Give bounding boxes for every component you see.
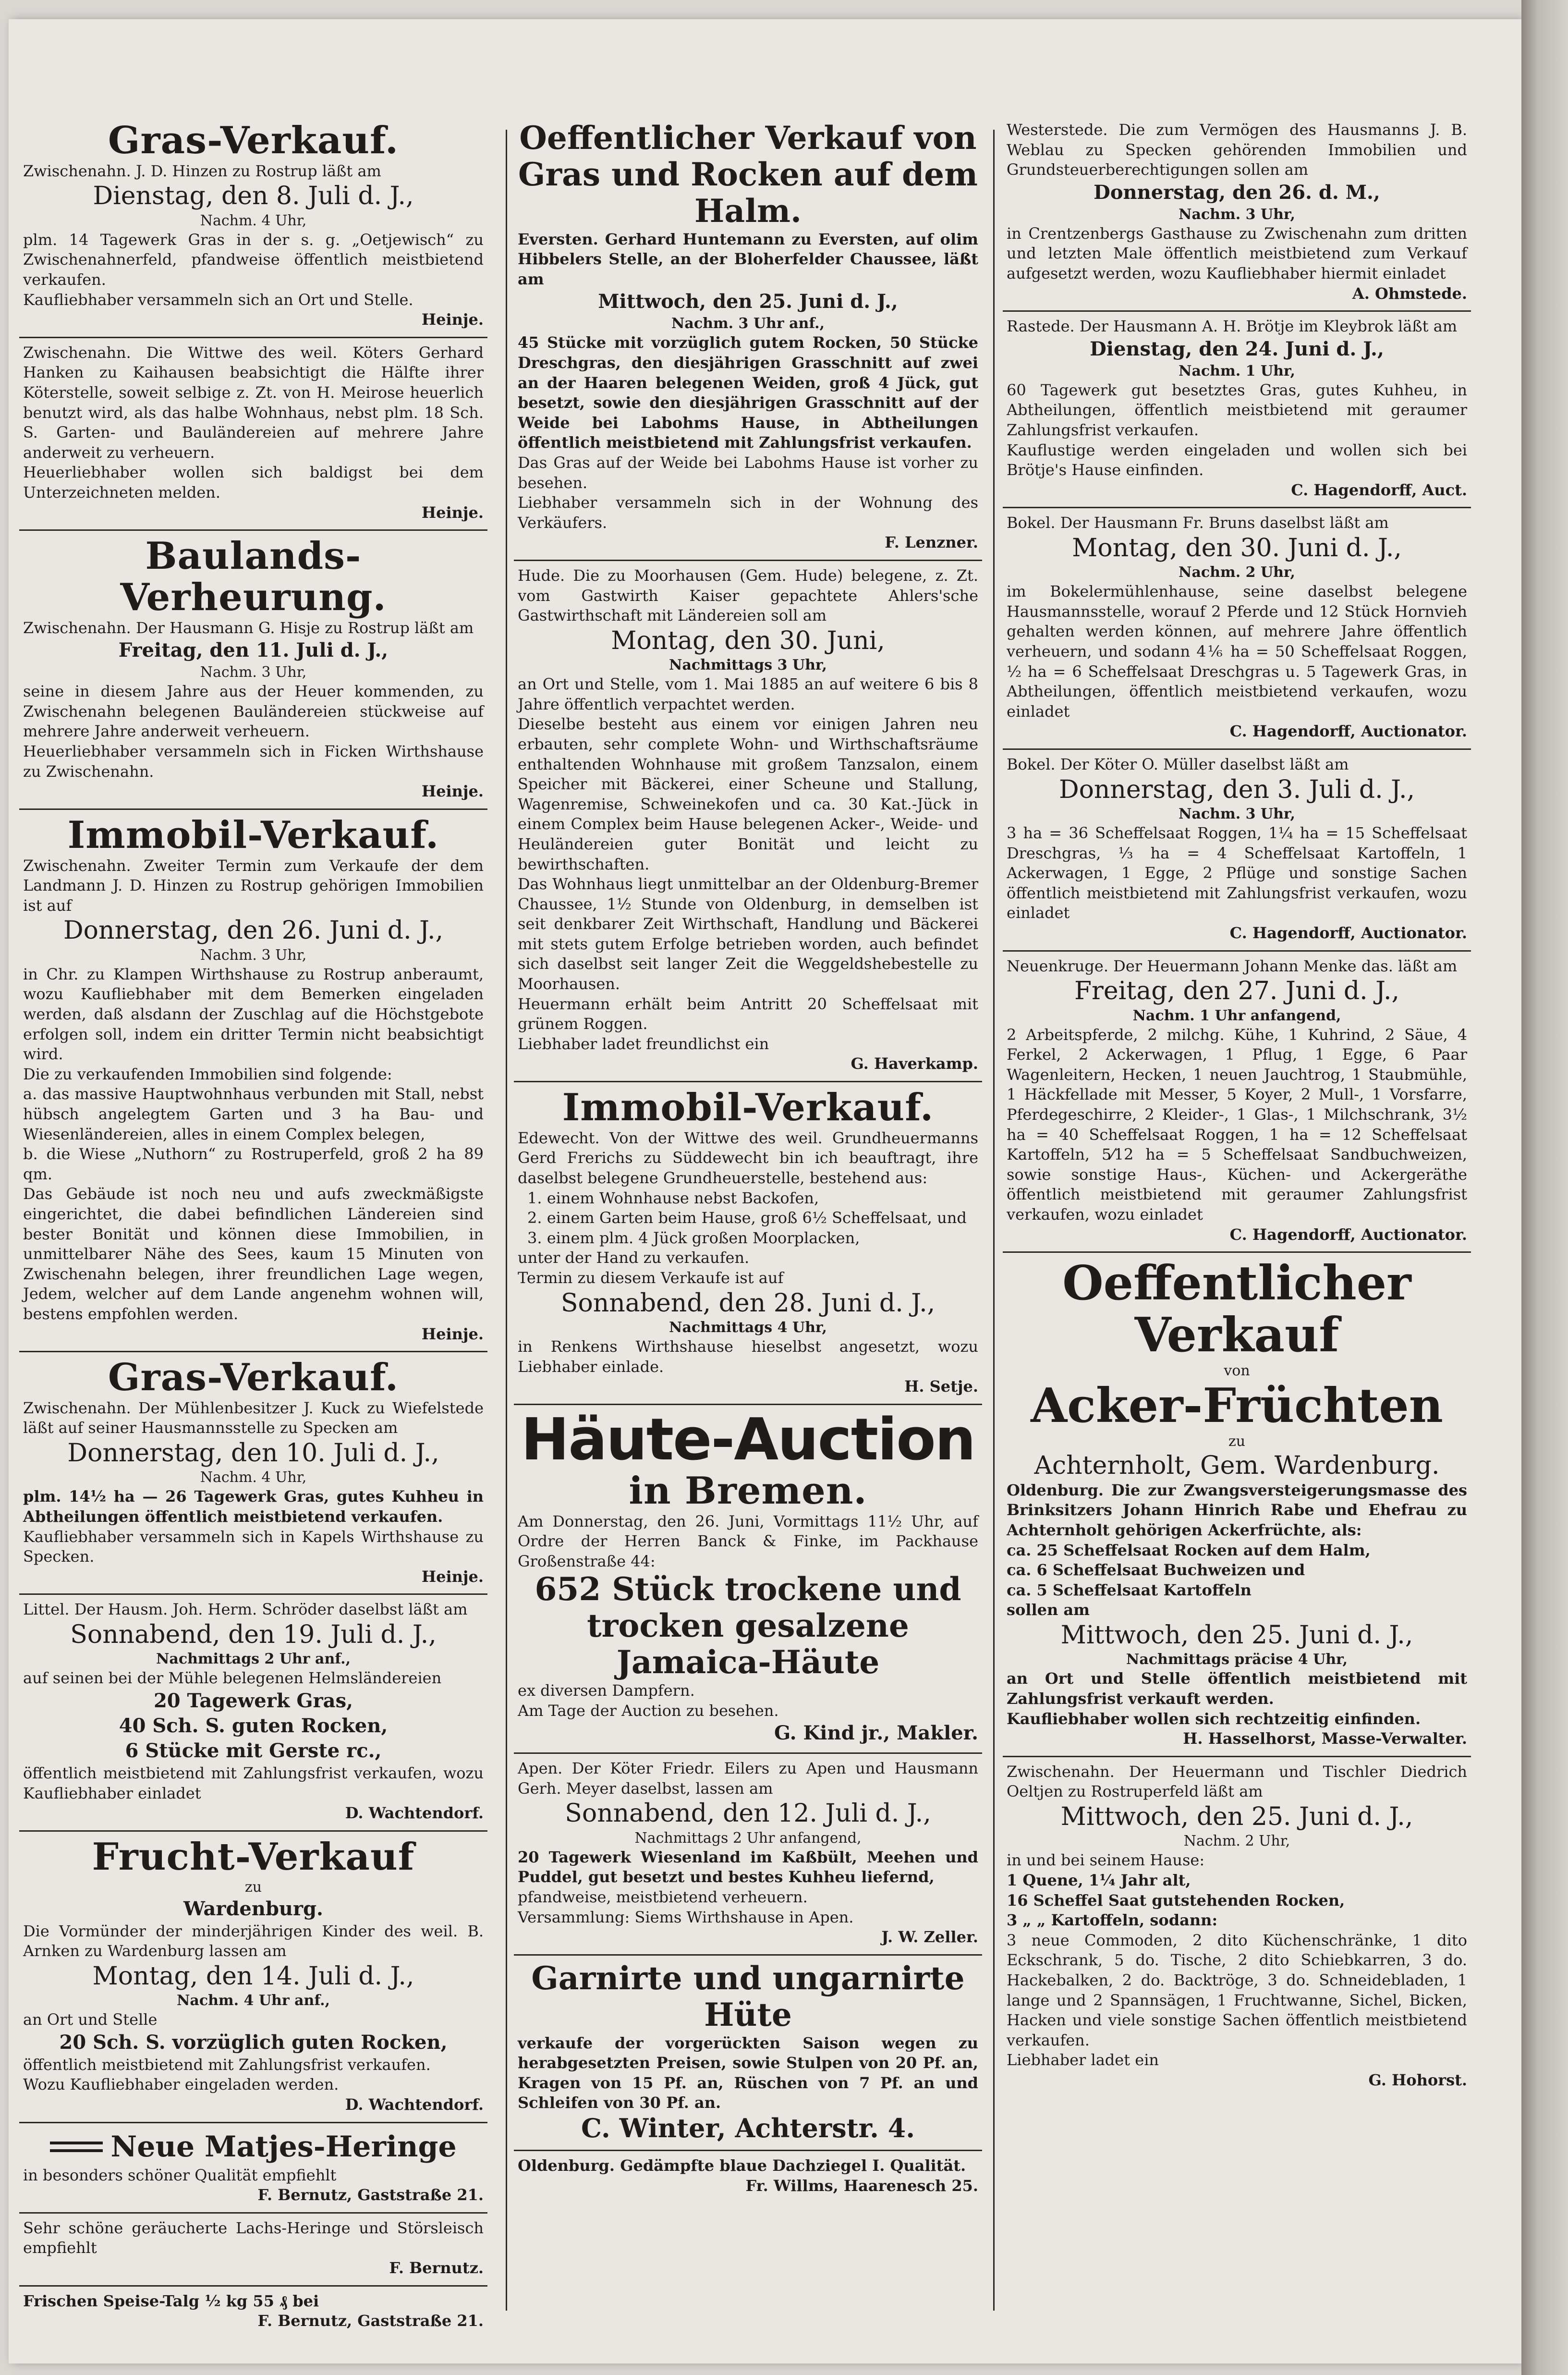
ad-text: Zwischenahn. Der Heuermann und Tischler Diedrich Oeltjen zu Rostruperfeld läßt am <box>1007 1762 1467 1801</box>
ad-text: an Ort und Stelle, vom 1. Mai 1885 an auf weitere 6 bis 8 Jahre öffentlich verpachtet werden. <box>518 675 978 713</box>
ad-text: Liebhaber versammeln sich in der Wohnung des Verkäufers. <box>518 493 978 532</box>
ad-haeute-auction <box>514 1405 982 1754</box>
ad-rastede-broetje <box>1003 312 1471 508</box>
ad-place: in Bremen. <box>629 1469 867 1513</box>
ad-dachziegel <box>514 2151 982 2203</box>
column-2 <box>514 115 982 2330</box>
ad-huete <box>514 1956 982 2151</box>
ad-schroeder <box>19 1595 487 1831</box>
ad-text: Kaufliebhaber versammeln sich in Kapels Wirthshause zu Specken. <box>23 1527 484 1566</box>
ad-text: Neuenkruge. Der Heuermann Johann Menke das. läßt am <box>1007 956 1458 975</box>
ad-title: Neue Matjes-Heringe <box>110 2130 457 2164</box>
ad-title: Baulands-Verheurung. <box>120 534 387 619</box>
ad-text: sollen am <box>1007 1601 1090 1619</box>
ad-item: ca. 25 Scheffelsaat Rocken auf dem Halm, <box>1007 1541 1371 1559</box>
ad-date: Montag, den 14. Juli d. J., <box>92 1961 414 1991</box>
ad-subtitle: von <box>1224 1362 1250 1379</box>
ad-date: Mittwoch, den 25. Juni d. J., <box>598 290 898 313</box>
ad-text: auf seinen bei der Mühle belegenen Helmsländereien <box>23 1669 442 1688</box>
ad-title: Immobil-Verkauf. <box>67 813 439 857</box>
ad-date: Mittwoch, den 25. Juni d. J., <box>1060 1802 1413 1831</box>
ad-westerstede-weblau <box>1003 115 1471 312</box>
ad-matjes-heringe <box>19 2123 487 2214</box>
ad-title: Immobil-Verkauf. <box>562 1086 934 1130</box>
ad-text: plm. 14½ ha — 26 Tagewerk Gras, gutes Kuhheu in Abtheilungen öffentlich meistbietend verkaufen. <box>23 1487 484 1526</box>
ad-text: Das Gebäude ist noch neu und aufs zweckmäßigste eingerichtet, die dabei befindlichen Ländereien sind bester Bonität und können diese Immobilien, in unmittelbarer Nähe des Sees, kaum 15 Minuten von Zwischenahn belegen, ihrer freundlichen Lage wegen, Jedem, welcher auf dem Lande angenehm wohnen will, bestens empfohlen werden. <box>23 1185 484 1323</box>
ad-signature: F. Lenzner. <box>885 533 978 552</box>
newspaper-page <box>9 19 1521 2363</box>
ad-time: Nachmittags präcise 4 Uhr, <box>1126 1651 1348 1668</box>
ad-text: in Chr. zu Klampen Wirthshause zu Rostrup anberaumt, wozu Kaufliebhaber mit dem Bemerken eingeladen werden, daß alsdann der Zuschlag auf die Höchstgebote erfolgen soll, indem ein dritter Termin nicht beabsichtigt wird. <box>23 965 484 1064</box>
ad-signature: F. Bernutz. <box>389 2258 484 2277</box>
ad-item: ca. 6 Scheffelsaat Buchweizen und <box>1007 1561 1305 1579</box>
ad-signature: F. Bernutz, Gaststraße 21. <box>257 2312 484 2330</box>
ad-signature: H. Setje. <box>904 1377 978 1396</box>
ad-date: Donnerstag, den 10. Juli d. J., <box>67 1439 439 1468</box>
ad-time: Nachm. 2 Uhr, <box>1183 1833 1290 1850</box>
ad-frucht-verkauf <box>19 1832 487 2123</box>
ad-text: in besonders schöner Qualität empfiehlt <box>23 2166 337 2184</box>
ad-signature: G. Kind jr., Makler. <box>774 1722 978 1745</box>
ad-oeltjen <box>1003 1757 1471 2097</box>
ad-item: 16 Scheffel Saat gutstehenden Rocken, <box>1007 1891 1345 1910</box>
ad-time: Nachmittags 2 Uhr anf., <box>156 1651 351 1668</box>
ad-date: Sonnabend, den 19. Juli d. J., <box>70 1620 437 1650</box>
ad-subtitle: zu <box>1228 1432 1246 1450</box>
ad-time: Nachmittags 2 Uhr anfangend, <box>634 1829 862 1847</box>
ad-title: Häute-Auction <box>521 1406 975 1473</box>
ad-text: verkaufe der vorgerückten Saison wegen zu herabgesetzten Preisen, sowie Stulpen von 20 Pf. an, Kragen von 15 Pf. an, Rüschen von 7 Pf. an und Schleifen von 30 Pf. an. <box>518 2033 978 2112</box>
column-3 <box>1003 115 1471 2330</box>
ad-text: Versammlung: Siems Wirthshause in Apen. <box>518 1908 854 1926</box>
ad-text: Zwischenahn. Die Wittwe des weil. Köters Gerhard Hanken zu Kaihausen beabsichtigt die Hälfte ihrer Köterstelle, soweit selbige z. Zt. von H. Meirose heuerlich benutzt wird, als das halbe Wohnhaus, nebst plm. 18 Sch. S. Garten- und Bauländereien auf mehrere Jahre anderweit zu verheuern. <box>23 343 484 462</box>
ad-text: Heuerliebhaber versammeln sich in Ficken Wirthshause zu Zwischenahn. <box>23 742 484 781</box>
ad-text: Liebhaber ladet freundlichst ein <box>518 1034 769 1053</box>
ad-signature: Heinje. <box>421 503 484 522</box>
ad-hanken-verheurung <box>19 338 487 531</box>
ad-text: Zwischenahn. Der Hausmann G. Hisje zu Rostrup läßt am <box>23 618 474 637</box>
ad-item: 20 Sch. S. vorzüglich guten Rocken, <box>59 2031 448 2054</box>
ad-signature: Fr. Willms, Haarenesch 25. <box>745 2176 978 2195</box>
ad-immobil-verkauf-frerichs <box>514 1082 982 1405</box>
ad-signature: Heinje. <box>421 782 484 801</box>
ad-text: 3 neue Commoden, 2 dito Küchenschränke, 1 dito Eckschrank, 5 do. Tische, 2 dito Schiebkarren, 3 do. Hackebalken, 2 do. Backtröge, 3 do. Schneidebladen, 1 lange und 2 Spannsägen, 1 Fruchtwanne, Sichel, Bicken, Hacken und viele sonstige Sachen öffentlich meistbietend verkaufen. <box>1007 1931 1467 2049</box>
ad-baulands-verheurung <box>19 531 487 810</box>
ad-text: Wozu Kaufliebhaber eingeladen werden. <box>23 2075 339 2094</box>
page-edge-shadow <box>1521 0 1568 2375</box>
ad-lachs-heringe <box>19 2214 487 2287</box>
ad-text: 3 ha = 36 Scheffelsaat Roggen, 1¼ ha = 15 Scheffelsaat Dreschgras, ⅓ ha = 4 Scheffelsaat Kartoffeln, 1 Ackerwagen, 1 Egge, 2 Pflüge und sonstige Sachen öffentlich meistbietend mit Zahlungsfrist verkaufen, wozu einladet <box>1007 824 1467 922</box>
ad-immobil-verkauf-hinzen <box>19 810 487 1352</box>
ad-time: Nachm. 4 Uhr, <box>200 1469 307 1486</box>
ad-text: Am Donnerstag, den 26. Juni, Vormittags 11½ Uhr, auf Ordre der Herren Banck & Finke, im Packhause Großenstraße 44: <box>518 1512 978 1570</box>
ornament-lines <box>50 2142 103 2152</box>
column-1 <box>19 115 487 2330</box>
ad-text: Das Wohnhaus liegt unmittelbar an der Oldenburg-Bremer Chaussee, 1½ Stunde von Oldenburg, in demselben ist seit denkbarer Zeit Wirthschaft, Handlung und Bäckerei mit stets gutem Erfolge betrieben worden, auch befindet sich daselbst seit langer Zeit die Weggeldshebestelle zu Moorhausen. <box>518 875 978 993</box>
ad-time: Nachm. 1 Uhr, <box>1179 362 1295 380</box>
ad-time: Nachm. 3 Uhr anf., <box>671 315 825 332</box>
ad-signature: D. Wachtendorf. <box>345 1804 484 1823</box>
ad-item: 40 Sch. S. guten Rocken, <box>119 1714 388 1738</box>
ad-text: ex diversen Dampfern. <box>518 1681 695 1700</box>
ad-subtitle: zu <box>244 1878 262 1896</box>
list-item: 2. einem Garten beim Hause, groß 6½ Scheffelsaat, und <box>527 1209 967 1227</box>
ad-gras-rocken-halm <box>514 115 982 561</box>
ad-date: Freitag, den 27. Juni d. J., <box>1074 977 1400 1006</box>
ad-item: 1 Quene, 1¼ Jahr alt, <box>1007 1871 1191 1889</box>
ad-text: Die zu verkaufenden Immobilien sind folgende: <box>23 1065 392 1083</box>
ad-time: Nachmittags 4 Uhr, <box>669 1319 827 1336</box>
ad-signature: C. Hagendorff, Auctionator. <box>1229 924 1467 942</box>
ad-title: Frucht-Verkauf <box>92 1835 415 1879</box>
ad-text: Sehr schöne geräucherte Lachs-Heringe und Störsleisch empfiehlt <box>23 2218 484 2257</box>
ad-text: Kaufliebhaber wollen sich rechtzeitig einfinden. <box>1007 1709 1421 1728</box>
ad-time: Nachm. 3 Uhr, <box>1179 806 1295 823</box>
ad-text: plm. 14 Tagewerk Gras in der s. g. „Oetjewisch“ zu Zwischenahnerfeld, pfandweise öffentlich meistbietend verkaufen. <box>23 230 484 289</box>
ad-acker-fruechte <box>1003 1253 1471 1757</box>
list-item: 1. einem Wohnhause nebst Backofen, <box>527 1188 819 1207</box>
ad-speise-talg <box>19 2287 487 2330</box>
ad-text: Liebhaber ladet ein <box>1007 2051 1159 2069</box>
ad-text: Heuermann erhält beim Antritt 20 Scheffelsaat mit grünem Roggen. <box>518 994 978 1033</box>
ad-text: Das Gras auf der Weide bei Labohms Hause ist vorher zu besehen. <box>518 453 978 492</box>
ad-text: Littel. Der Hausm. Joh. Herm. Schröder daselbst läßt am <box>23 1600 468 1619</box>
ad-time: Nachm. 3 Uhr, <box>200 946 307 964</box>
ad-time: Nachm. 4 Uhr, <box>200 212 307 229</box>
ad-title: Oeffentlicher Verkauf <box>1062 1256 1411 1363</box>
ad-time: Nachm. 1 Uhr anfangend, <box>1132 1007 1341 1024</box>
ad-gras-verkauf-kuck <box>19 1352 487 1595</box>
ad-item: 6 Stücke mit Gerste rc., <box>125 1739 382 1763</box>
ad-date: Dienstag, den 8. Juli d. J., <box>93 182 414 211</box>
ad-time: Nachmittags 3 Uhr, <box>669 657 827 674</box>
ad-text: pfandweise, meistbietend verheuern. <box>518 1887 808 1906</box>
ad-hude-gastwirthschaft <box>514 561 982 1082</box>
ad-text: öffentlich meistbietend mit Zahlungsfrist verkaufen. <box>23 2055 431 2074</box>
ad-signature: C. Hagendorff, Auctionator. <box>1229 722 1467 741</box>
ad-list <box>518 1188 978 1249</box>
ad-time: Nachm. 4 Uhr anf., <box>176 1992 330 2009</box>
ad-text: an Ort und Stelle <box>23 2010 158 2029</box>
ad-time: Nachm. 3 Uhr, <box>200 664 307 681</box>
ad-date: Montag, den 30. Juni d. J., <box>1072 533 1402 563</box>
ad-time: Nachm. 2 Uhr, <box>1179 564 1295 581</box>
ad-text: Edewecht. Von der Wittwe des weil. Grundheuermanns Gerd Frerichs zu Süddewecht bin ich beauftragt, ihre daselbst belegene Grundheuerstelle, bestehend aus: <box>518 1128 978 1188</box>
ad-date: Sonnabend, den 28. Juni d. J., <box>560 1288 936 1318</box>
ad-text: Kaufliebhaber versammeln sich an Ort und Stelle. <box>23 290 413 309</box>
ad-text: in und bei seinem Hause: <box>1007 1851 1205 1870</box>
ad-text: Zwischenahn. Der Mühlenbesitzer J. Kuck zu Wiefelstede läßt auf seiner Hausmannsstelle zu Specken am <box>23 1398 484 1437</box>
ad-bokel-bruns <box>1003 508 1471 750</box>
ad-item: 3 „ „ Kartoffeln, sodann: <box>1007 1911 1218 1930</box>
ad-text: Westerstede. Die zum Vermögen des Hausmanns J. B. Weblau zu Specken gehörenden Immobilien und Grundsteuerberechtigungen sollen am <box>1007 121 1467 179</box>
ad-text: Heuerliebhaber wollen sich baldigst bei dem Unterzeichneten melden. <box>23 463 484 502</box>
ad-bokel-mueller <box>1003 750 1471 952</box>
ad-signature: Heinje. <box>421 310 484 329</box>
ad-neuenkruge-menke <box>1003 952 1471 1253</box>
column-rule <box>506 130 507 2311</box>
ad-text: Apen. Der Köter Friedr. Eilers zu Apen und Hausmann Gerh. Meyer daselbst, lassen am <box>518 1759 978 1798</box>
ad-place: Wardenburg. <box>183 1897 323 1920</box>
ad-date: Donnerstag, den 26. Juni d. J., <box>63 916 444 945</box>
ad-text: seine in diesem Jahre aus der Heuer kommenden, zu Zwischenahn belegenen Bauländereien stückweise auf mehrere Jahre anderweit verheuern. <box>23 682 484 741</box>
ad-text: in Crentzenbergs Gasthause zu Zwischenahn zum dritten und letzten Male öffentlich meistbietend zum Verkauf aufgesetzt werden, wozu Kaufliebhaber hiermit einladet <box>1007 224 1467 282</box>
ad-signature: D. Wachtendorf. <box>345 2095 484 2114</box>
ad-text: an Ort und Stelle öffentlich meistbietend mit Zahlungsfrist verkauft werden. <box>1007 1669 1467 1708</box>
ad-item: ca. 5 Scheffelsaat Kartoffeln <box>1007 1580 1252 1599</box>
ad-title: Gras-Verkauf. <box>108 1356 399 1400</box>
ad-text: Oldenburg. Die zur Zwangsversteigerungsmasse des Brinksitzers Johann Hinrich Rabe und Ehefrau zu Achternholt gehörigen Ackerfrüchte, als: <box>1007 1481 1467 1540</box>
ad-text: Bokel. Der Köter O. Müller daselbst läßt am <box>1007 755 1349 774</box>
ad-signature: Heinje. <box>421 1567 484 1586</box>
column-rule <box>993 130 995 2311</box>
ad-signature: Heinje. <box>421 1324 484 1343</box>
ad-signature: C. Hagendorff, Auctionator. <box>1229 1225 1467 1244</box>
ad-text: b. die Wiese „Nuthorn“ zu Rostruperfeld, groß 2 ha 89 qm. <box>23 1145 484 1183</box>
ad-text: 45 Stücke mit vorzüglich gutem Rocken, 50 Stücke Dreschgras, den diesjährigen Grasschnitt auf zwei an der Haaren belegenen Weiden, groß 4 Jück, gut besetzt, sowie den diesjährigen Grasschnitt auf der Weide bei Labohms Hause, in Abtheilungen öffentlich meistbietend mit Zahlungsfrist verkaufen. <box>518 333 978 452</box>
ad-text: Hude. Die zu Moorhausen (Gem. Hude) belegene, z. Zt. vom Gastwirth Kaiser gepachtete Ahlers'sche Gastwirthschaft mit Ländereien soll am <box>518 566 978 625</box>
ad-text: öffentlich meistbietend mit Zahlungsfrist verkaufen, wozu Kaufliebhaber einladet <box>23 1764 484 1802</box>
ad-text: a. das massive Hauptwohnhaus verbunden mit Stall, nebst hübsch angelegtem Garten und 3 ha Bau- und Wiesenländereien, alles in einem Complex belegen, <box>23 1085 484 1143</box>
ad-signature: A. Ohmstede. <box>1352 284 1467 303</box>
ad-text: Die Vormünder der minderjährigen Kinder des weil. B. Arnken zu Wardenburg lassen am <box>23 1922 484 1960</box>
ad-text: 60 Tagewerk gut besetztes Gras, gutes Kuhheu, in Abtheilungen, öffentlich meistbietend mit geraumer Zahlungsfrist verkaufen. <box>1007 380 1467 439</box>
ad-text: Dieselbe besteht aus einem vor einigen Jahren neu erbauten, sehr complete Wohn- und Wirthschaftsräume enthaltenden Wohnhause mit großem Tanzsalon, einem Speicher mit Bäckerei, einer Scheune und Stallung, Wagenremise, Schweinekofen und ca. 30 Kat.-Jück in einem Complex beim Hause belegenen Acker-, Weide- und Heuländereien guter Bonität und leicht zu bewirthschaften. <box>518 715 978 873</box>
ad-apen-wiesenland <box>514 1754 982 1956</box>
ad-date: Mittwoch, den 25. Juni d. J., <box>1060 1621 1413 1650</box>
ad-title: Oeffentlicher Verkauf von Gras und Rocken auf dem Halm. <box>518 119 978 230</box>
ad-time: Nachm. 3 Uhr, <box>1179 206 1295 223</box>
ad-signature: C. Hagendorff, Auct. <box>1291 480 1467 499</box>
ad-text: Zwischenahn. J. D. Hinzen zu Rostrup läßt am <box>23 161 381 180</box>
ad-text: Am Tage der Auction zu besehen. <box>518 1701 779 1720</box>
ad-signature: J. W. Zeller. <box>881 1928 978 1947</box>
ad-text: 20 Tagewerk Wiesenland im Kaßbült, Meehen und Puddel, gut besetzt und bestes Kuhheu liefernd, <box>518 1848 978 1886</box>
ad-subject: Acker-Früchten <box>1031 1378 1443 1433</box>
ad-title: Gras-Verkauf. <box>108 119 399 162</box>
ad-gras-verkauf-hinzen <box>19 115 487 338</box>
ad-text: unter der Hand zu verkaufen. <box>518 1249 750 1267</box>
ad-text: Rastede. Der Hausmann A. H. Brötje im Kleybrok läßt am <box>1007 317 1458 336</box>
ad-date: Freitag, den 11. Juli d. J., <box>118 639 389 662</box>
ad-text: in Renkens Wirthshause hieselbst angesetzt, wozu Liebhaber einlade. <box>518 1337 978 1376</box>
ad-date: Sonnabend, den 12. Juli d. J., <box>565 1799 931 1828</box>
ad-signature: G. Haverkamp. <box>851 1054 978 1073</box>
ad-date: Montag, den 30. Juni, <box>611 626 885 655</box>
ad-title-row <box>23 2128 484 2166</box>
list-item: 3. einem plm. 4 Jück großen Moorplacken, <box>527 1228 860 1247</box>
ad-text: 2 Arbeitspferde, 2 milchg. Kühe, 1 Kuhrind, 2 Säue, 4 Ferkel, 2 Ackerwagen, 1 Pflug, 1 Egge, 6 Paar Wagenleitern, Hecken, 1 neuen Jauchtrog, 1 Staubmühle, 1 Häckfellade mit Messer, 5 Koyer, 2 Mull-, 1 Vorsfarre, Pferdegeschirre, 2 Kleider-, 1 Glas-, 1 Milchschrank, 3½ ha = 40 Scheffelsaat Roggen, 1 ha = 12 Scheffelsaat Kartoffeln, 5⁄12 ha = 5 Scheffelsaat Sandbuchweizen, sowie sonstige Haus-, Küchen- und Ackergeräthe öffentlich meistbietend mit geraumer Zahlungsfrist verkaufen, wozu einladet <box>1007 1025 1467 1224</box>
ad-item: 20 Tagewerk Gras, <box>153 1689 353 1713</box>
ad-text: Termin zu diesem Verkaufe ist auf <box>518 1268 784 1287</box>
ad-text: Bokel. Der Hausmann Fr. Bruns daselbst läßt am <box>1007 514 1389 532</box>
ad-date: Donnerstag, den 3. Juli d. J., <box>1058 775 1415 804</box>
ad-text: Eversten. Gerhard Huntemann zu Eversten, auf olim Hibbelers Stelle, an der Bloherfelder Chaussee, läßt am <box>518 230 978 288</box>
ad-text: Frischen Speise-Talg ½ kg 55 ₰ bei <box>23 2291 319 2310</box>
ad-text: Zwischenahn. Zweiter Termin zum Verkaufe der dem Landmann J. D. Hinzen zu Rostrup gehörigen Immobilien ist auf <box>23 856 484 915</box>
ad-text: Oldenburg. Gedämpfte blaue Dachziegel I. Qualität. <box>518 2156 966 2175</box>
ad-text: Kauflustige werden eingeladen und wollen sich bei Brötje's Hause einfinden. <box>1007 441 1467 479</box>
ad-place: Achternholt, Gem. Wardenburg. <box>1034 1451 1440 1480</box>
ad-date: Dienstag, den 24. Juni d. J., <box>1090 337 1384 360</box>
ad-signature: H. Hasselhorst, Masse-Verwalter. <box>1183 1729 1467 1748</box>
ad-date: Donnerstag, den 26. d. M., <box>1094 181 1380 204</box>
ad-text: im Bokelermühlenhause, seine daselbst belegene Hausmannsstelle, worauf 2 Pferde und 12 Stück Hornvieh gehalten werden können, auf mehrere Jahre öffentlich verheuern, und sodann 4⅙ ha = 50 Scheffelsaat Roggen, ½ ha = 6 Scheffelsaat Dreschgras u. 5 Tagewerk Gras, in Abtheilungen, öffentlich meistbietend verkaufen, wozu einladet <box>1007 582 1467 721</box>
ad-signature: G. Hohorst. <box>1368 2070 1467 2089</box>
ad-signature: F. Bernutz, Gaststraße 21. <box>257 2186 484 2204</box>
ad-goods: 652 Stück trockene und trocken gesalzene Jamaica-Häute <box>535 1570 961 1681</box>
ad-title: Garnirte und ungarnirte Hüte <box>531 1959 965 2033</box>
ad-signature: C. Winter, Achterstr. 4. <box>581 2112 915 2143</box>
